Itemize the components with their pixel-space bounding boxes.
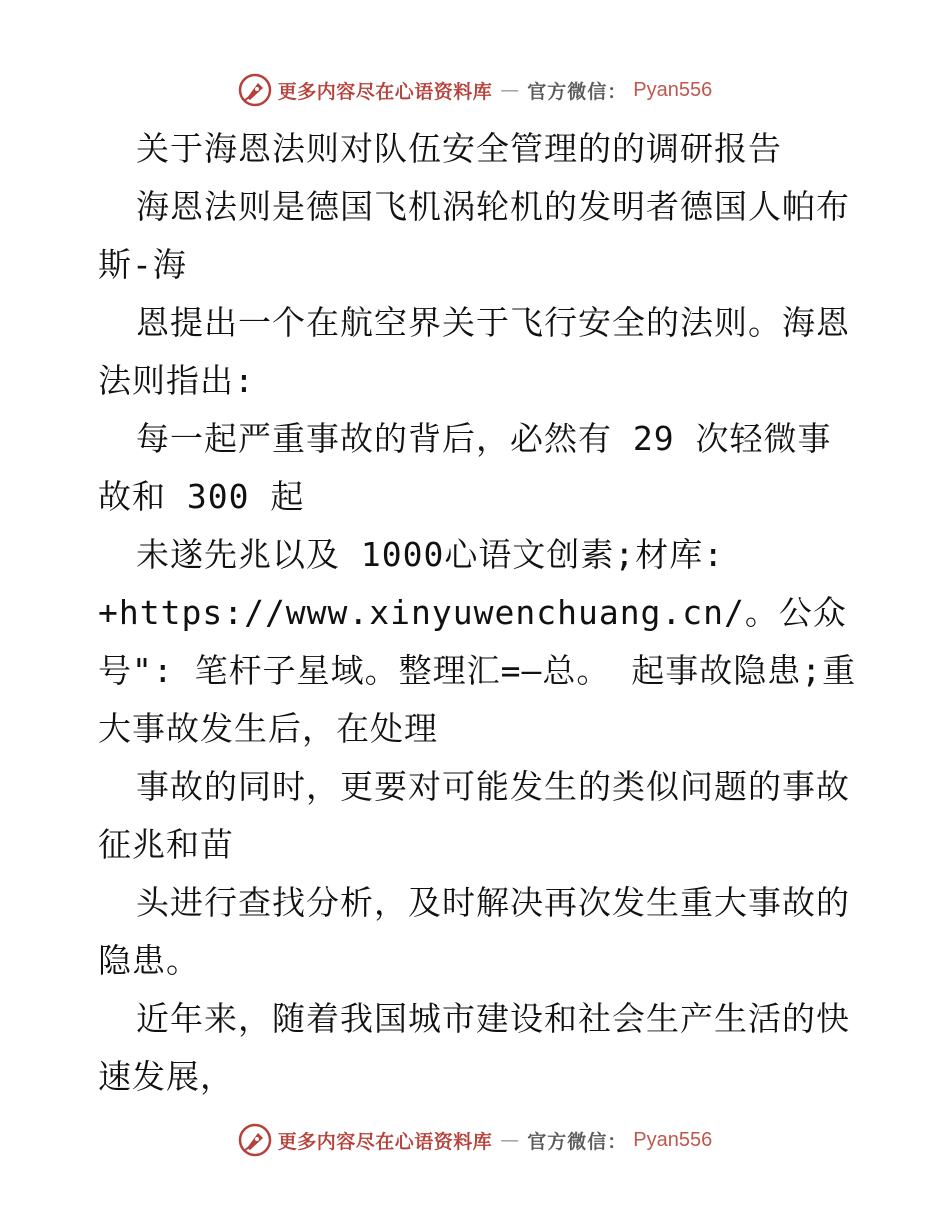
pen-nib-logo-icon — [238, 73, 272, 107]
pen-nib-logo-icon — [238, 1123, 272, 1157]
paragraph: 海恩法则是德国飞机涡轮机的发明者德国人帕布斯-海 — [98, 187, 850, 284]
wechat-label: 官方微信： — [527, 1130, 628, 1153]
paragraph: 每一起严重事故的背后，必然有 29 次轻微事故和 300 起 — [98, 419, 832, 516]
banner-text: 更多内容尽在心语资料库 — [277, 1130, 493, 1153]
wechat-id: Pyan556 — [633, 1128, 713, 1151]
paragraph: +https://www.xinyuwenchuang.cn/。公众号": 笔杆子星域。整理汇=—总。 起事故隐患;重大事故发生后，在处理 — [98, 593, 857, 748]
document-title: 关于海恩法则对队伍安全管理的的调研报告 — [136, 129, 782, 168]
document-body — [98, 120, 858, 1106]
paragraph: 头进行查找分析，及时解决再次发生重大事故的隐患。 — [98, 883, 850, 980]
banner-dash: — — [500, 1129, 520, 1151]
wechat-id: Pyan556 — [633, 78, 713, 101]
footer-banner — [0, 1120, 950, 1160]
wechat-label: 官方微信： — [527, 80, 628, 103]
paragraph: 未遂先兆以及 1000心语文创素;材库: — [136, 535, 725, 574]
banner-text: 更多内容尽在心语资料库 — [277, 80, 493, 103]
paragraph: 近年来，随着我国城市建设和社会生产生活的快速发展， — [98, 999, 850, 1096]
header-banner — [0, 70, 950, 110]
banner-dash: — — [500, 79, 520, 101]
paragraph: 事故的同时，更要对可能发生的类似问题的事故征兆和苗 — [98, 767, 850, 864]
paragraph: 恩提出一个在航空界关于飞行安全的法则。海恩法则指出: — [98, 303, 850, 400]
